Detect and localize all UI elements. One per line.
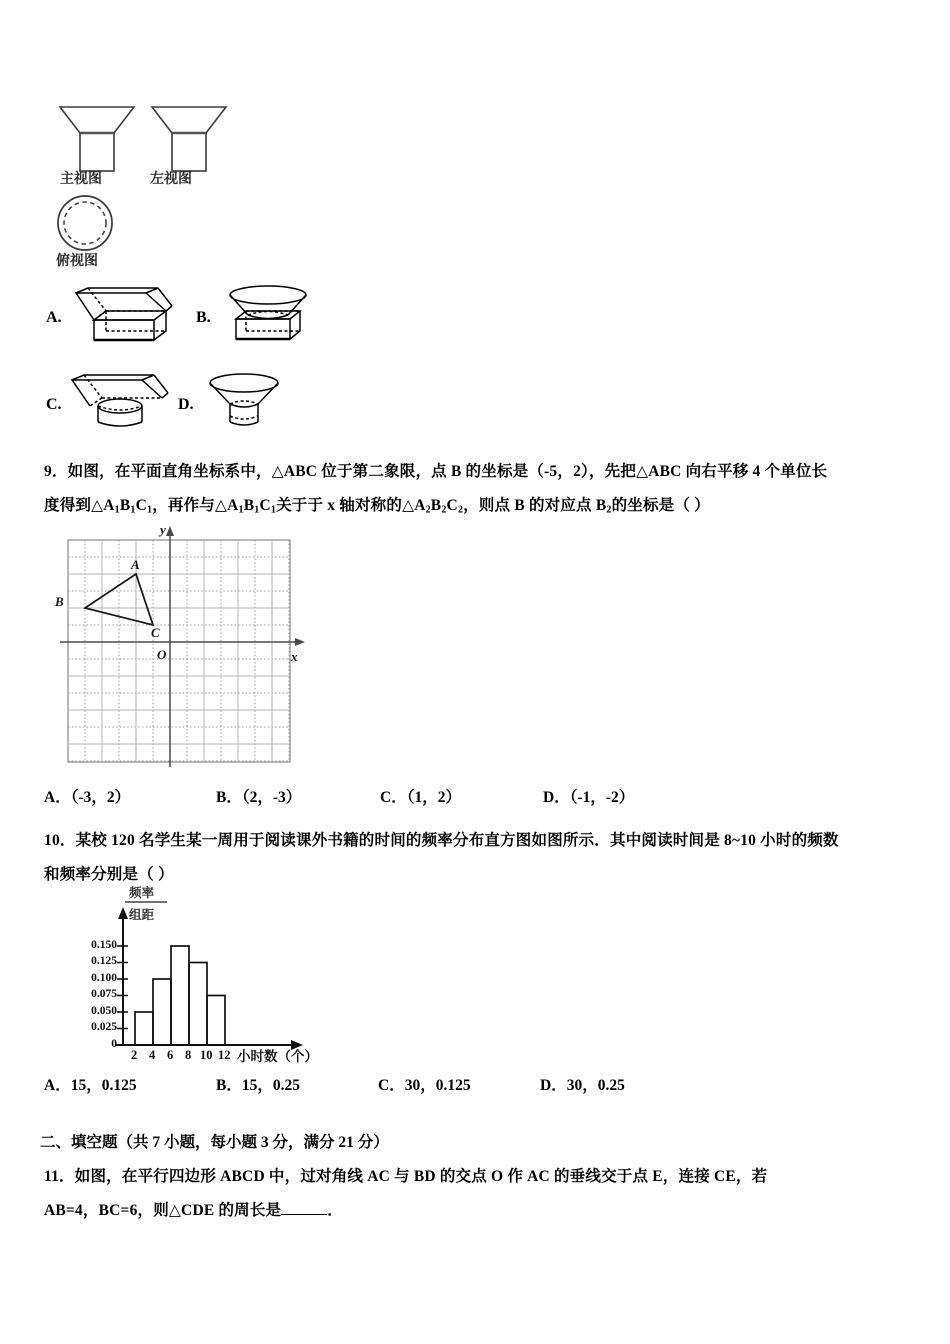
q10-option-b[interactable]: B．15，0.25 xyxy=(216,1077,300,1094)
section-2-heading: 二、填空题（共 7 小题，每小题 3 分，满分 21 分） xyxy=(40,1134,389,1151)
q9-sub-1a: 1 xyxy=(114,504,120,516)
q9-line2-part11: 的坐标是（ ） xyxy=(611,497,710,514)
choice-d-figure[interactable] xyxy=(200,372,300,434)
hist-xtick-8: 8 xyxy=(185,1048,192,1062)
q11-line2 xyxy=(44,1194,343,1228)
q9-origin-label: O xyxy=(157,647,167,662)
hist-xtick-10: 10 xyxy=(200,1048,213,1062)
q10-line1: 10．某校 120 名学生某一周用于阅读课外书籍的时间的频率分布直方图如图所示．其中阅读时间是 8~10 小时的频数 xyxy=(44,832,839,849)
hist-y-axis-numerator: 频率 xyxy=(129,885,155,900)
q9-line2-part8: B xyxy=(430,497,442,514)
q9-sub-2b: 2 xyxy=(441,504,447,516)
q10-option-c[interactable]: C．30，0.125 xyxy=(378,1077,471,1094)
hist-ytick-0.075: 0.075 xyxy=(91,988,117,1000)
q9-sub-1c: 1 xyxy=(146,504,153,516)
top-view-label: 俯视图 xyxy=(56,253,98,269)
q11-answer-blank[interactable] xyxy=(281,1201,327,1215)
q9-line2-part10: ，则点 B 的对应点 B xyxy=(463,497,607,514)
hist-ytick-0.050: 0.050 xyxy=(91,1005,117,1017)
q9-x-axis-label: x xyxy=(291,649,298,664)
hist-ytick-0: 0 xyxy=(111,1038,117,1050)
q9-y-axis-label: y xyxy=(160,522,166,537)
choice-d-letter[interactable]: D. xyxy=(178,396,194,413)
hist-y-axis-denominator: 组距 xyxy=(129,907,155,922)
q11-line2-period: ． xyxy=(327,1202,343,1219)
hist-xtick-6: 6 xyxy=(167,1048,174,1062)
q10-histogram-figure xyxy=(55,885,345,1070)
q9-sub-1f: 1 xyxy=(270,504,277,516)
choice-c-letter[interactable]: C. xyxy=(46,396,62,413)
hist-xtick-4: 4 xyxy=(149,1048,156,1062)
q9-line1: 9．如图，在平面直角坐标系中，△ABC 位于第二象限，点 B 的坐标是（-5，2），先把△ABC 向右平移 4 个单位长 xyxy=(44,463,828,480)
q9-sub-2c: 2 xyxy=(457,504,464,516)
q9-option-d[interactable]: D．（-1，-2） xyxy=(543,789,635,806)
left-view-label: 左视图 xyxy=(150,171,192,187)
q9-sub-1d: 1 xyxy=(238,504,244,516)
hist-ytick-0.150: 0.150 xyxy=(91,939,117,951)
hist-x-axis-label: 小时数（个） xyxy=(237,1049,318,1065)
top-view-shape xyxy=(58,196,112,250)
hist-ytick-0.100: 0.100 xyxy=(91,972,117,984)
q9-sub-1e: 1 xyxy=(254,504,260,516)
q9-coordinate-figure xyxy=(55,522,310,777)
q9-line2-part9: C xyxy=(446,497,458,514)
q9-sub-1b: 1 xyxy=(130,504,136,516)
left-view-shape xyxy=(152,107,226,171)
q9-line2-part1: 度得到△A xyxy=(44,497,115,514)
hist-xtick-2: 2 xyxy=(131,1048,138,1062)
q9-option-c[interactable]: C．（1，2） xyxy=(380,789,461,806)
q10-option-d[interactable]: D．30，0.25 xyxy=(540,1077,625,1094)
q9-point-a-label: A xyxy=(131,557,140,572)
q9-sub-2d: 2 xyxy=(606,504,612,516)
q9-line2-part3: C xyxy=(135,497,147,514)
q9-line2-part2: B xyxy=(119,497,131,514)
choice-b-figure[interactable] xyxy=(218,285,328,347)
q9-grid-svg xyxy=(60,522,310,772)
q9-point-b-label: B xyxy=(55,594,64,609)
front-view-shape xyxy=(60,107,134,171)
q9-option-b[interactable]: B．（2，-3） xyxy=(216,789,302,806)
hist-xtick-12: 12 xyxy=(218,1048,231,1062)
choice-b-letter[interactable]: B. xyxy=(196,309,211,326)
q9-option-a[interactable]: A．（-3，2） xyxy=(44,789,131,806)
q9-line2-part5: B xyxy=(243,497,255,514)
choice-a-figure[interactable] xyxy=(68,285,178,347)
hist-ytick-0.025: 0.025 xyxy=(91,1021,117,1033)
hist-ytick-0.125: 0.125 xyxy=(91,955,117,967)
front-view-label: 主视图 xyxy=(60,171,102,187)
q11-line1: 11．如图，在平行四边形 ABCD 中，过对角线 AC 与 BD 的交点 O 作 AC 的垂线交于点 E，连接 CE，若 xyxy=(44,1168,768,1185)
q9-point-c-label: C xyxy=(151,625,160,640)
q10-option-a[interactable]: A．15，0.125 xyxy=(44,1077,137,1094)
q10-line2: 和频率分别是（ ） xyxy=(44,866,174,883)
q9-sub-2a: 2 xyxy=(425,504,431,516)
choice-a-letter[interactable]: A. xyxy=(46,309,62,326)
q9-line2-part4: ，再作与△A xyxy=(152,497,239,514)
q11-line2-text: AB=4，BC=6，则△CDE 的周长是 xyxy=(44,1202,282,1219)
q9-line2-part6: C xyxy=(259,497,271,514)
choice-c-figure[interactable] xyxy=(68,372,178,434)
q9-line2-part7: 关于于 x 轴对称的△A xyxy=(276,497,426,514)
